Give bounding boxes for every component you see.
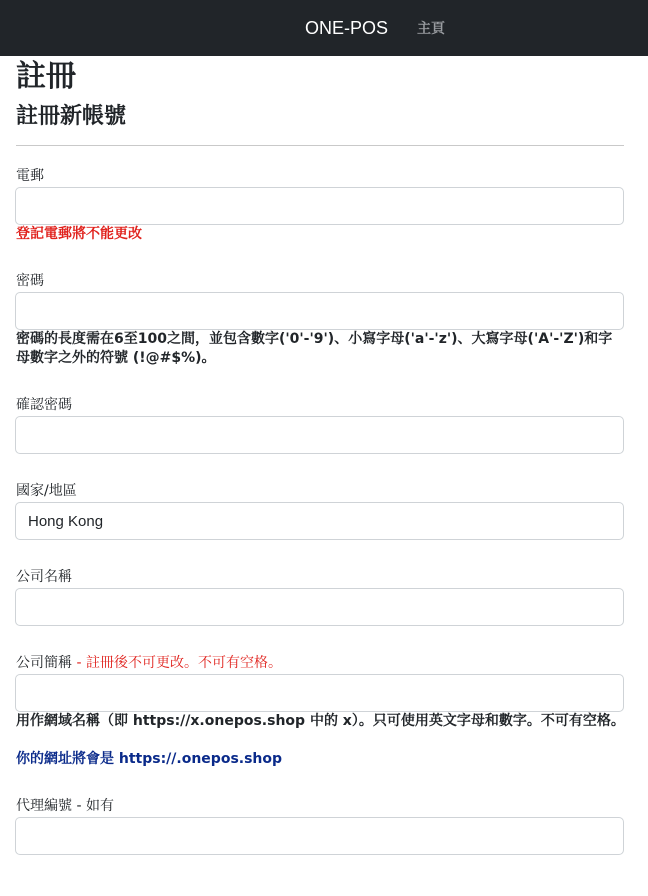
agent-code-label: 代理編號 - 如有 [16, 798, 114, 814]
company-short-label-note: - 註冊後不可更改。不可有空格。 [72, 655, 282, 671]
company-name-label: 公司名稱 [16, 569, 72, 585]
country-input[interactable] [15, 502, 624, 540]
company-short-input[interactable] [15, 674, 624, 712]
divider [16, 145, 624, 146]
url-preview: 你的網址將會是 https://.onepos.shop [16, 751, 283, 767]
email-label: 電郵 [16, 168, 44, 184]
brand-logo[interactable]: ONE-POS [305, 18, 389, 38]
email-input[interactable] [15, 187, 624, 225]
password-hint: 密碼的長度需在6至100之間，並包含數字('0'-'9')、小寫字母('a'-'z')、大寫字母('A'-'Z')和字母數字之外的符號 (!@#$%)。 [16, 331, 613, 366]
password-input[interactable] [15, 292, 624, 330]
country-label: 國家/地區 [16, 483, 77, 499]
confirm-password-label: 確認密碼 [16, 397, 72, 413]
email-warning: 登記電郵將不能更改 [16, 226, 142, 242]
company-name-input[interactable] [15, 588, 624, 626]
nav-link-home[interactable]: 主頁 [417, 21, 445, 37]
top-navbar [0, 0, 648, 56]
page-title: 註冊 [16, 59, 76, 94]
page-subtitle: 註冊新帳號 [16, 104, 127, 129]
confirm-password-input[interactable] [15, 416, 624, 454]
company-short-label-text: 公司簡稱 [16, 655, 72, 671]
company-short-label [16, 653, 282, 673]
password-label: 密碼 [16, 273, 44, 289]
agent-code-input[interactable] [15, 817, 624, 855]
company-short-hint: 用作網域名稱（即 https://x.onepos.shop 中的 x）。只可使用英文字母和數字。不可有空格。 [16, 713, 625, 729]
